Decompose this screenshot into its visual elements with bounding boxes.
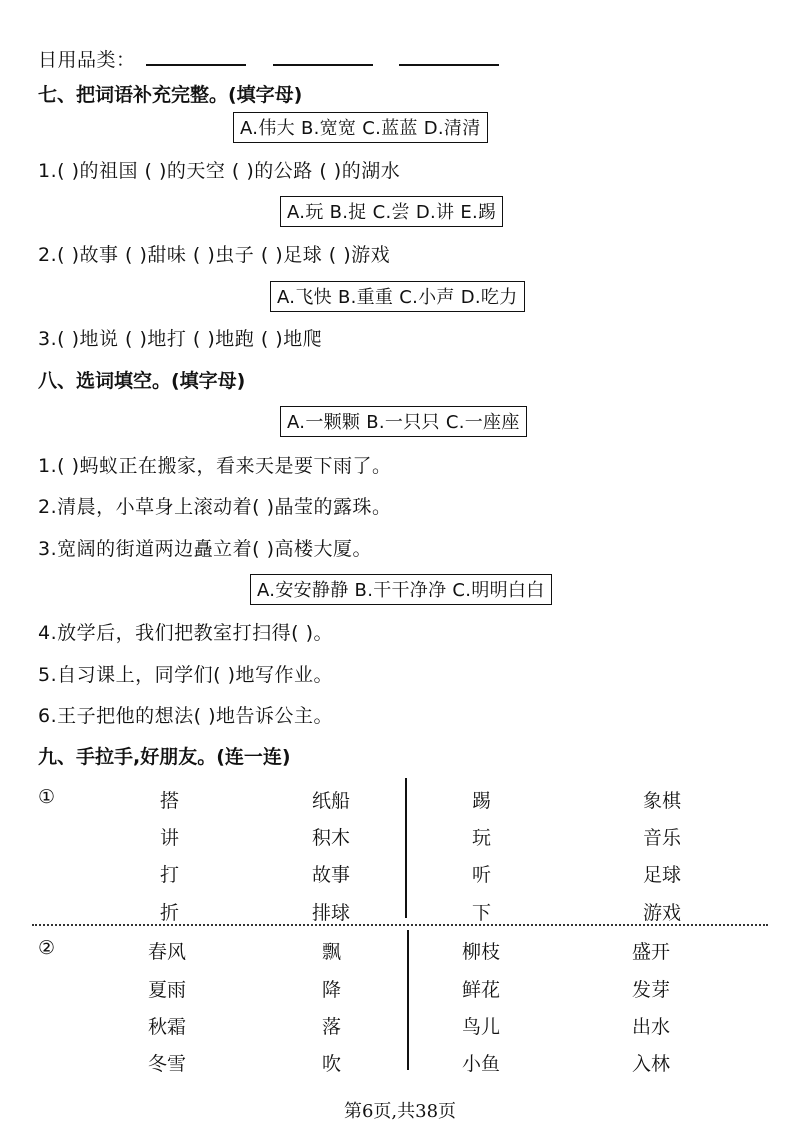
match-word[interactable]: 游戏 bbox=[643, 902, 682, 924]
match-word[interactable]: 音乐 bbox=[643, 827, 682, 849]
answer-blank-2[interactable] bbox=[273, 60, 373, 66]
match-word[interactable]: 落 bbox=[322, 1016, 342, 1038]
section-7-question-2: 2.( )故事 ( )甜味 ( )虫子 ( )足球 ( )游戏 bbox=[38, 244, 391, 266]
section-7-heading: 七、把词语补充完整。(填字母) bbox=[38, 84, 303, 106]
section-7-question-1: 1.( )的祖国 ( )的天空 ( )的公路 ( )的湖水 bbox=[38, 160, 401, 182]
match-word[interactable]: 足球 bbox=[643, 864, 682, 886]
match-word[interactable]: 春风 bbox=[148, 941, 187, 963]
group-1-marker: ① bbox=[38, 786, 56, 808]
answer-blank-3[interactable] bbox=[399, 60, 499, 66]
match-word[interactable]: 排球 bbox=[312, 902, 351, 924]
section-7-option-box-1: A.伟大 B.宽宽 C.蓝蓝 D.清清 bbox=[233, 112, 488, 143]
section-9-heading: 九、手拉手,好朋友。(连一连) bbox=[38, 746, 291, 768]
match-word[interactable]: 降 bbox=[322, 979, 342, 1001]
daily-goods-label: 日用品类： bbox=[38, 49, 136, 71]
match-word[interactable]: 秋霜 bbox=[148, 1016, 187, 1038]
group-2-marker: ② bbox=[38, 937, 56, 959]
section-8-question-5: 5.自习课上，同学们( )地写作业。 bbox=[38, 664, 333, 686]
section-8-question-6: 6.王子把他的想法( )地告诉公主。 bbox=[38, 705, 333, 727]
match-word[interactable]: 吹 bbox=[322, 1053, 342, 1075]
match-word[interactable]: 出水 bbox=[632, 1016, 671, 1038]
section-8-question-4: 4.放学后，我们把教室打扫得( )。 bbox=[38, 622, 333, 644]
match-word[interactable]: 柳枝 bbox=[462, 941, 501, 963]
section-8-heading: 八、选词填空。(填字母) bbox=[38, 370, 246, 392]
match-word[interactable]: 讲 bbox=[160, 827, 180, 849]
match-word[interactable]: 折 bbox=[160, 902, 180, 924]
match-word[interactable]: 鲜花 bbox=[462, 979, 501, 1001]
section-7-question-3: 3.( )地说 ( )地打 ( )地跑 ( )地爬 bbox=[38, 328, 323, 350]
section-8-question-3: 3.宽阔的街道两边矗立着( )高楼大厦。 bbox=[38, 538, 372, 560]
group-separator bbox=[32, 924, 768, 926]
section-7-option-box-3: A.飞快 B.重重 C.小声 D.吃力 bbox=[270, 281, 525, 312]
match-word[interactable]: 入林 bbox=[632, 1053, 671, 1075]
match-word[interactable]: 飘 bbox=[322, 941, 342, 963]
section-7-option-box-2: A.玩 B.捉 C.尝 D.讲 E.踢 bbox=[280, 196, 503, 227]
match-word[interactable]: 玩 bbox=[472, 827, 492, 849]
match-word[interactable]: 小鱼 bbox=[462, 1053, 501, 1075]
match-word[interactable]: 夏雨 bbox=[148, 979, 187, 1001]
match-word[interactable]: 盛开 bbox=[632, 941, 671, 963]
page-number: 第6页,共38页 bbox=[343, 1101, 457, 1122]
match-word[interactable]: 积木 bbox=[312, 827, 351, 849]
section-8-question-1: 1.( )蚂蚁正在搬家，看来天是要下雨了。 bbox=[38, 455, 392, 477]
daily-goods-line bbox=[38, 45, 499, 72]
match-word[interactable]: 纸船 bbox=[312, 790, 351, 812]
column-divider bbox=[407, 930, 409, 1070]
section-8-option-box-2: A.安安静静 B.干干净净 C.明明白白 bbox=[250, 574, 552, 605]
answer-blank-1[interactable] bbox=[146, 60, 246, 66]
match-word[interactable]: 冬雪 bbox=[148, 1053, 187, 1075]
match-word[interactable]: 打 bbox=[160, 864, 180, 886]
section-8-question-2: 2.清晨，小草身上滚动着( )晶莹的露珠。 bbox=[38, 496, 392, 518]
section-8-option-box-1: A.一颗颗 B.一只只 C.一座座 bbox=[280, 406, 527, 437]
match-word[interactable]: 搭 bbox=[160, 790, 180, 812]
match-word[interactable]: 听 bbox=[472, 864, 492, 886]
match-word[interactable]: 鸟儿 bbox=[462, 1016, 501, 1038]
match-word[interactable]: 下 bbox=[472, 902, 492, 924]
column-divider bbox=[405, 778, 407, 918]
match-word[interactable]: 故事 bbox=[312, 864, 351, 886]
match-word[interactable]: 发芽 bbox=[632, 979, 671, 1001]
match-word[interactable]: 踢 bbox=[472, 790, 492, 812]
match-word[interactable]: 象棋 bbox=[643, 790, 682, 812]
